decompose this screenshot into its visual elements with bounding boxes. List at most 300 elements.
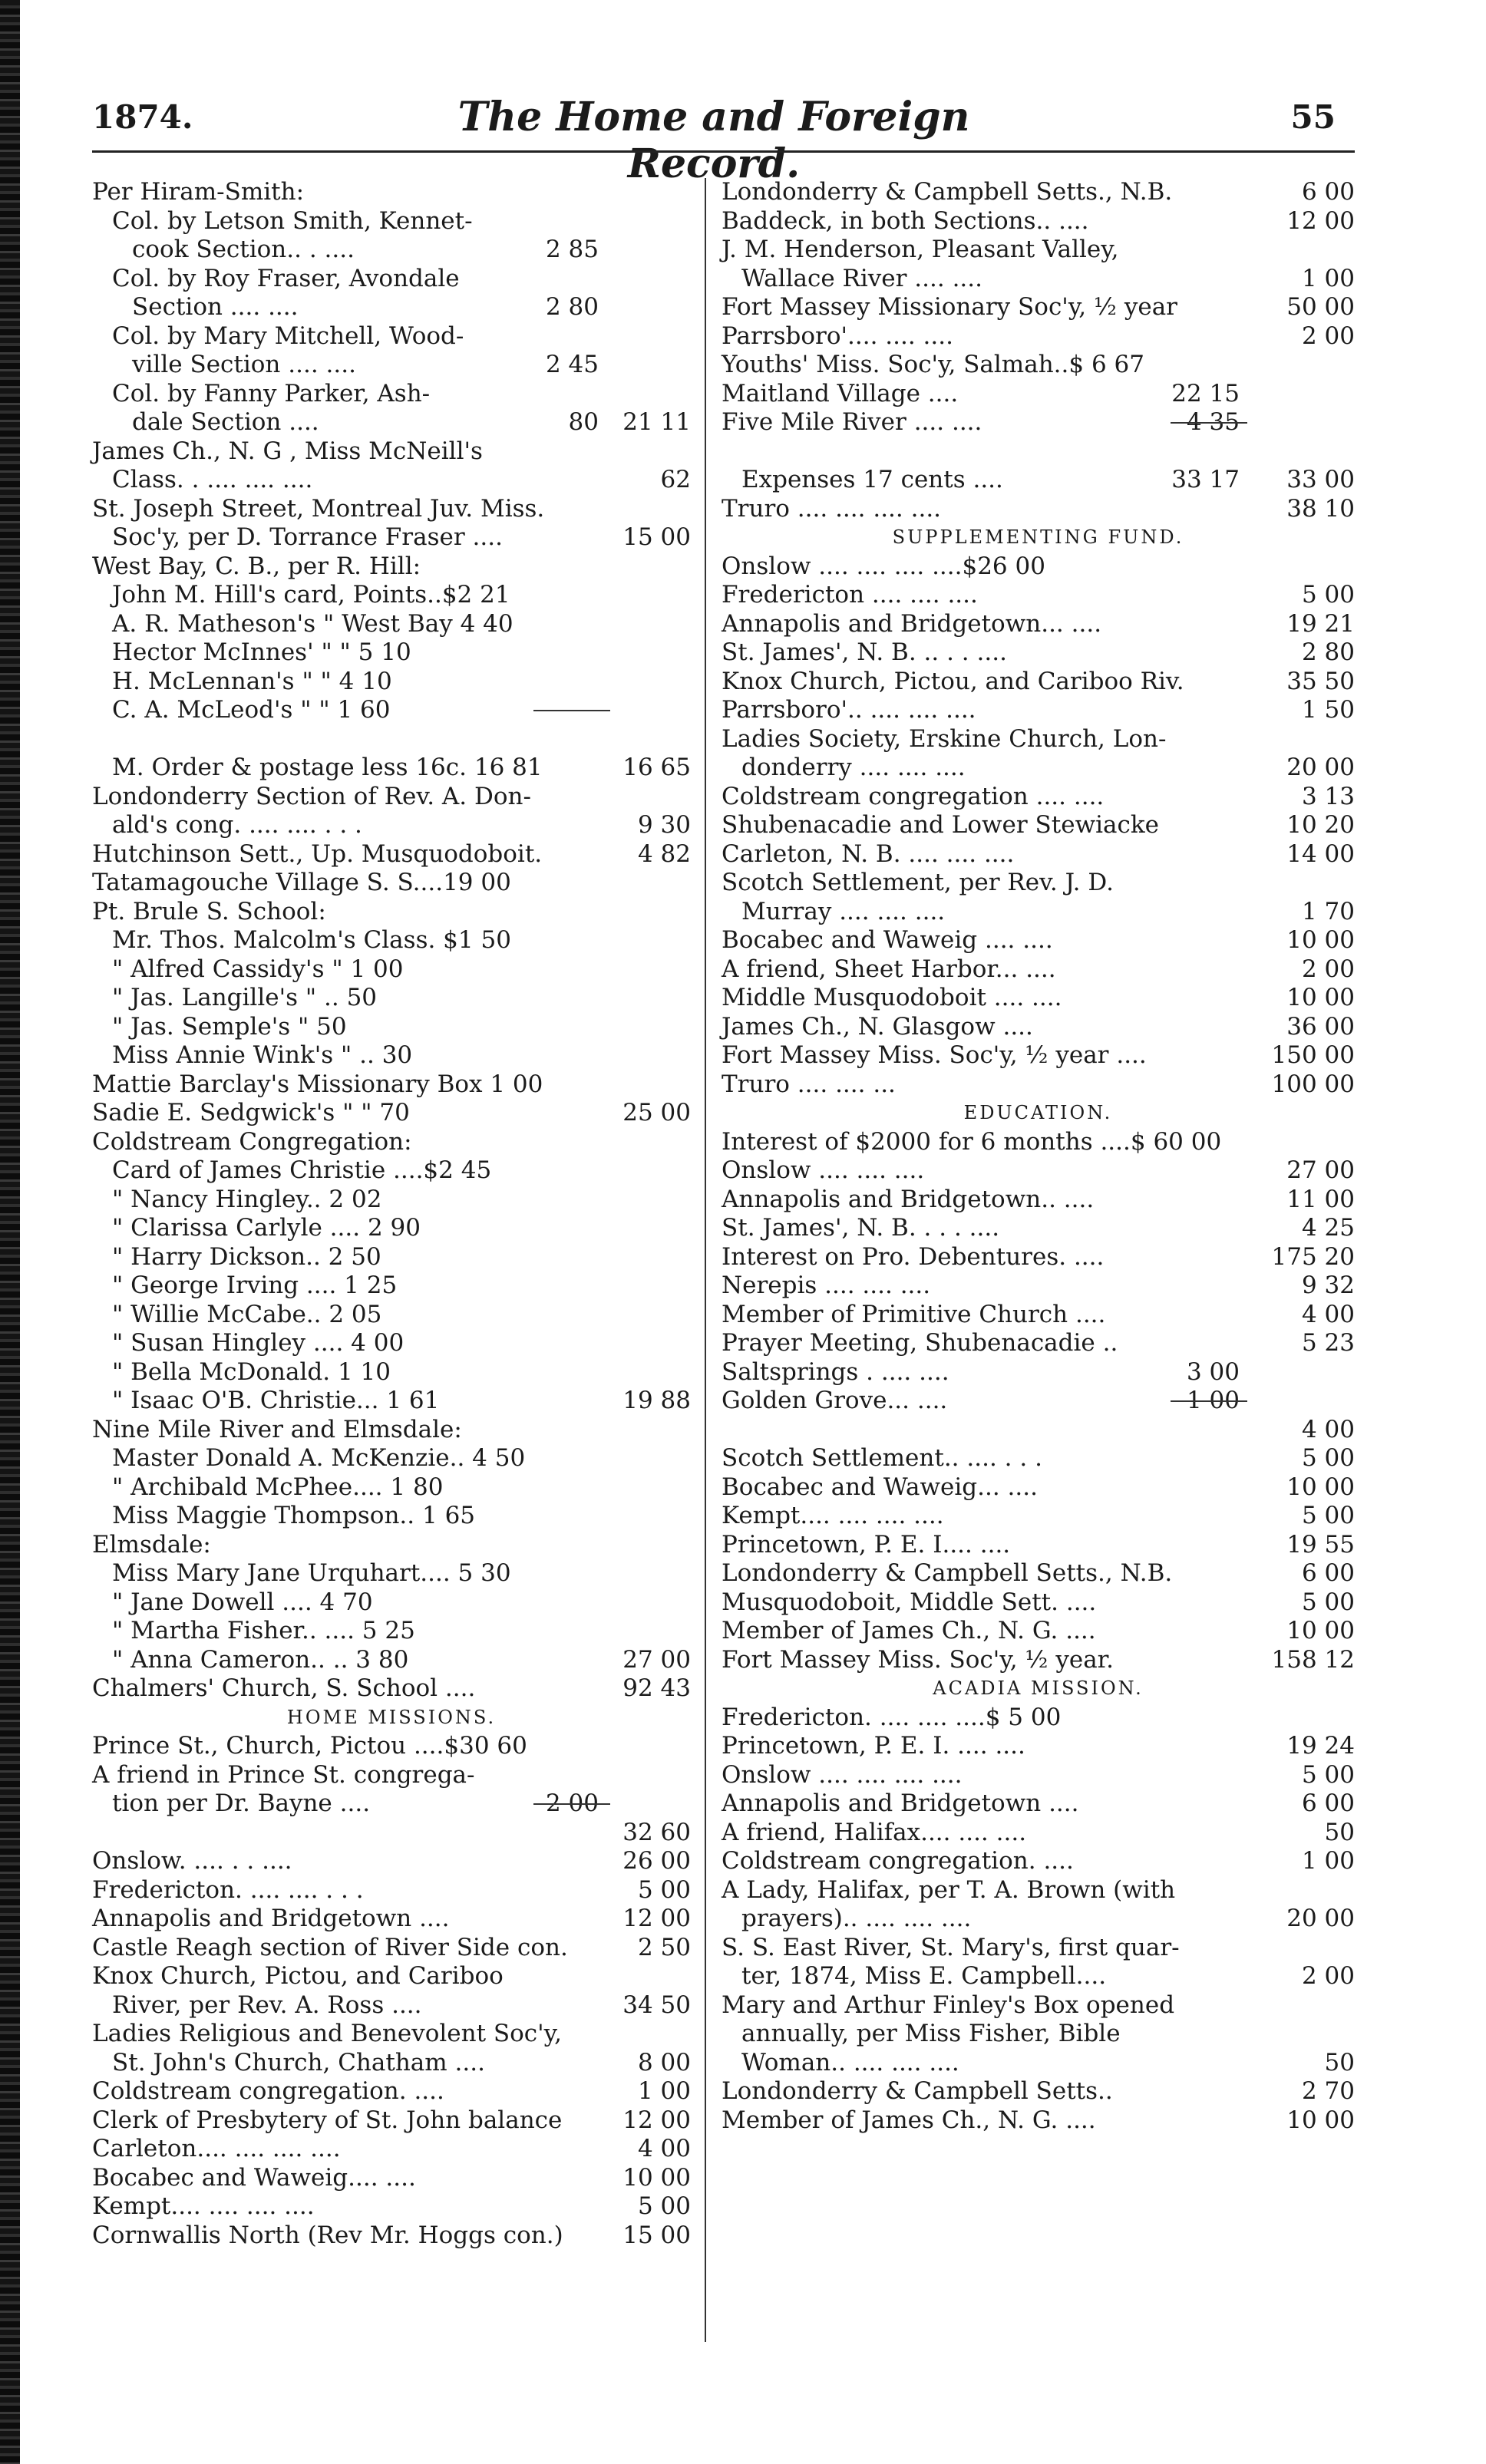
ledger-row <box>722 207 1355 236</box>
ledger-row <box>92 725 691 754</box>
ledger-row <box>92 1070 691 1100</box>
entry-text: ter, 1874, Miss E. Campbell.... <box>741 1962 1107 1990</box>
ledger-row <box>92 553 691 582</box>
ledger-row <box>92 1876 691 1905</box>
entry-text: Parrsboro'.... .... .... <box>722 322 953 350</box>
entry-text: ville Section .... .... <box>132 351 356 378</box>
section-heading-text: HOME MISSIONS. <box>286 1706 497 1728</box>
entry-text: Parrsboro'.. .... .... .... <box>722 696 976 724</box>
ledger-row <box>722 553 1355 582</box>
total-amount: 2 00 <box>1301 955 1355 983</box>
entry-text: Kempt.... .... .... .... <box>92 2192 315 2220</box>
ledger-row <box>722 1531 1355 1560</box>
entry-text: Londonderry & Campbell Setts.. <box>722 2077 1113 2105</box>
ledger-row <box>722 1272 1355 1301</box>
total-amount: 32 60 <box>622 1818 691 1846</box>
entry-text: ald's cong. .... .... . . . <box>112 811 362 839</box>
subtotal-amount: 2 80 <box>545 293 599 321</box>
total-amount: 15 00 <box>622 523 691 551</box>
entry-text: Annapolis and Bridgetown... .... <box>722 609 1102 638</box>
entry-text: Clerk of Presbytery of St. John balance <box>92 2106 563 2134</box>
ledger-row <box>722 754 1355 783</box>
entry-text: Nine Mile River and Elmsdale: <box>92 1415 462 1443</box>
total-amount: 19 21 <box>1286 609 1355 638</box>
total-amount: 92 43 <box>622 1674 691 1702</box>
entry-text: James Ch., N. G , Miss McNeill's <box>92 437 483 465</box>
entry-text: Chalmers' Church, S. School .... <box>92 1674 476 1702</box>
entry-text: tion per Dr. Bayne .... <box>112 1789 371 1817</box>
ledger-row <box>92 2077 691 2106</box>
ledger-row <box>722 1041 1355 1070</box>
ledger-row <box>722 1991 1355 2020</box>
entry-text: Prayer Meeting, Shubenacadie .. <box>722 1329 1118 1357</box>
total-amount: 10 20 <box>1286 811 1355 839</box>
header-year: 1874. <box>92 98 193 136</box>
entry-text: Miss Annie Wink's " .. 30 <box>112 1041 413 1069</box>
entry-text: Prince St., Church, Pictou ....$30 60 <box>92 1732 527 1760</box>
entry-text: Master Donald A. McKenzie.. 4 50 <box>112 1444 526 1472</box>
entry-text: Fredericton .... .... .... <box>722 581 978 609</box>
ledger-row <box>722 351 1355 380</box>
ledger-row <box>92 1099 691 1128</box>
ledger-row <box>92 1531 691 1560</box>
entry-text: " Susan Hingley .... 4 00 <box>112 1329 405 1357</box>
entry-text: " Nancy Hingley.. 2 02 <box>112 1185 382 1213</box>
entry-text: Onslow. .... . . .... <box>92 1847 292 1875</box>
total-amount: 50 00 <box>1286 293 1355 321</box>
total-amount: 150 00 <box>1271 1041 1355 1069</box>
entry-text: J. M. Henderson, Pleasant Valley, <box>722 236 1119 263</box>
ledger-row <box>92 293 691 322</box>
ledger-row <box>722 725 1355 754</box>
entry-text: Truro .... .... .... .... <box>722 494 942 523</box>
ledger-row <box>722 1761 1355 1790</box>
entry-text: Annapolis and Bridgetown .... <box>722 1789 1079 1817</box>
ledger-row <box>722 1876 1355 1905</box>
ledger-row <box>722 1559 1355 1588</box>
ledger-row <box>92 1243 691 1272</box>
total-amount: 6 00 <box>1301 1789 1355 1817</box>
ledger-row <box>92 2049 691 2078</box>
ledger-row <box>722 1962 1355 1991</box>
entry-text: " Jane Dowell .... 4 70 <box>112 1588 373 1616</box>
total-amount: 19 55 <box>1286 1530 1355 1559</box>
ledger-row <box>92 1674 691 1704</box>
ledger-row <box>722 1243 1355 1272</box>
total-amount: 35 50 <box>1286 667 1355 695</box>
total-amount: 10 00 <box>1286 1617 1355 1644</box>
entry-text: Princetown, P. E. I.... .... <box>722 1530 1011 1559</box>
ledger-row <box>722 1819 1355 1848</box>
ledger-row <box>92 1502 691 1531</box>
entry-text: Fredericton. .... .... . . . <box>92 1875 364 1904</box>
subtotal-amount: 2 00 <box>545 1789 599 1817</box>
entry-text: Soc'y, per D. Torrance Fraser .... <box>112 523 503 551</box>
entry-text: Col. by Letson Smith, Kennet- <box>112 206 473 235</box>
ledger-row <box>722 2077 1355 2106</box>
total-amount: 5 00 <box>1301 1760 1355 1789</box>
ledger-row <box>722 1646 1355 1675</box>
ledger-row <box>92 1473 691 1502</box>
total-amount: 100 00 <box>1271 1070 1355 1098</box>
total-amount: 2 70 <box>1301 2077 1355 2105</box>
entry-text: Londonderry & Campbell Setts., N.B. <box>722 178 1173 206</box>
ledger-row <box>722 1013 1355 1042</box>
entry-text: Onslow .... .... .... <box>722 1156 925 1184</box>
ledger-row <box>722 322 1355 351</box>
entry-text: Fort Massey Miss. Soc'y, ½ year .... <box>722 1041 1147 1069</box>
ledger-row <box>92 1819 691 1848</box>
entry-text: Scotch Settlement.. .... . . . <box>722 1444 1042 1472</box>
entry-text: Elmsdale: <box>92 1530 211 1559</box>
ledger-row <box>92 1962 691 1991</box>
entry-text: A. R. Matheson's " West Bay 4 40 <box>112 609 513 638</box>
entry-text: St. John's Church, Chatham .... <box>112 2048 485 2076</box>
entry-text: Onslow .... .... .... ....$26 00 <box>722 552 1045 580</box>
entry-text: Saltsprings . .... .... <box>722 1357 949 1386</box>
entry-text: " Willie McCabe.. 2 05 <box>112 1300 382 1328</box>
entry-text: " Anna Cameron.. .. 3 80 <box>112 1645 409 1674</box>
entry-text: H. McLennan's " " 4 10 <box>112 667 392 695</box>
subtotal-amount: 22 15 <box>1171 379 1240 407</box>
ledger-row <box>92 351 691 380</box>
total-amount: 4 00 <box>1301 1300 1355 1328</box>
total-amount: 158 12 <box>1271 1645 1355 1674</box>
ledger-row <box>722 1732 1355 1761</box>
ledger-row <box>92 1301 691 1330</box>
entry-text: Wallace River .... .... <box>741 264 982 292</box>
total-amount: 9 30 <box>637 811 691 839</box>
total-amount: 12 00 <box>622 2106 691 2134</box>
ledger-row <box>92 2222 691 2251</box>
ledger-row <box>92 207 691 236</box>
total-amount: 5 00 <box>1301 1502 1355 1529</box>
ledger-row <box>722 1214 1355 1243</box>
total-amount: 5 23 <box>1301 1329 1355 1357</box>
total-amount: 1 00 <box>1301 264 1355 292</box>
ledger-row <box>92 1358 691 1387</box>
section-heading <box>92 1704 691 1733</box>
ledger-row <box>92 638 691 668</box>
ledger-row <box>92 1329 691 1358</box>
total-amount: 2 80 <box>1301 638 1355 666</box>
ledger-row <box>722 2049 1355 2078</box>
entry-text: Col. by Mary Mitchell, Wood- <box>112 322 464 350</box>
total-amount: 3 13 <box>1301 782 1355 810</box>
subtotal-amount: 3 00 <box>1186 1357 1240 1386</box>
ledger-row <box>722 1789 1355 1819</box>
ledger-row <box>92 1991 691 2020</box>
total-amount: 16 65 <box>622 754 691 781</box>
total-amount: 4 00 <box>1301 1415 1355 1443</box>
total-amount: 20 00 <box>1286 754 1355 781</box>
entry-text: prayers).. .... .... .... <box>741 1905 972 1932</box>
entry-text: A Lady, Halifax, per T. A. Brown (with <box>722 1875 1176 1904</box>
entry-text: dale Section .... <box>132 408 319 436</box>
total-amount: 33 00 <box>1286 466 1355 493</box>
total-amount: 27 00 <box>1286 1156 1355 1184</box>
entry-text: Section .... .... <box>132 293 299 321</box>
ledger-row <box>722 437 1355 467</box>
section-heading-text: EDUCATION. <box>963 1102 1113 1123</box>
entry-text: Mary and Arthur Finley's Box opened <box>722 1991 1175 2019</box>
page-header <box>92 94 1336 187</box>
ledger-row <box>92 236 691 265</box>
ledger-row <box>722 926 1355 955</box>
entry-text: Miss Maggie Thompson.. 1 65 <box>112 1502 476 1529</box>
ledger-row <box>92 783 691 812</box>
ledger-row <box>92 926 691 955</box>
entry-text: A friend, Sheet Harbor... .... <box>722 955 1056 983</box>
section-heading <box>722 523 1355 553</box>
total-amount: 2 00 <box>1301 322 1355 350</box>
entry-text: Class. . .... .... .... <box>112 466 313 493</box>
total-amount: 19 88 <box>622 1387 691 1414</box>
entry-text: Knox Church, Pictou, and Cariboo <box>92 1962 504 1990</box>
entry-text: Hector McInnes' " " 5 10 <box>112 638 411 666</box>
ledger-row <box>722 869 1355 898</box>
entry-text: Bocabec and Waweig... .... <box>722 1473 1038 1501</box>
entry-text: Scotch Settlement, per Rev. J. D. <box>722 869 1114 896</box>
section-heading-text: ACADIA MISSION. <box>933 1677 1144 1699</box>
total-amount: 6 00 <box>1301 178 1355 206</box>
binding-edge <box>0 0 20 2464</box>
entry-text: A friend, Halifax.... .... .... <box>722 1818 1027 1846</box>
total-amount: 62 <box>660 466 691 493</box>
ledger-row <box>722 811 1355 840</box>
subtotal-amount: 80 <box>568 408 599 436</box>
entry-text: " Harry Dickson.. 2 50 <box>112 1242 381 1271</box>
total-amount: 4 00 <box>637 2135 691 2162</box>
ledger-row <box>92 1156 691 1186</box>
entry-text: Carleton, N. B. .... .... .... <box>722 839 1015 868</box>
entry-text: Member of James Ch., N. G. .... <box>722 2106 1096 2134</box>
entry-text: Coldstream congregation .... .... <box>722 782 1105 810</box>
ledger-row <box>92 1416 691 1445</box>
entry-text: Bocabec and Waweig .... .... <box>722 926 1053 954</box>
entry-text: River, per Rev. A. Ross .... <box>112 1991 422 2019</box>
entry-text: St. James', N. B. .. . . .... <box>722 638 1007 666</box>
left-column <box>92 178 691 2342</box>
entry-text: Musquodoboit, Middle Sett. .... <box>722 1588 1097 1616</box>
entry-text: Pt. Brule S. School: <box>92 897 326 925</box>
entry-text: Miss Mary Jane Urquhart.... 5 30 <box>112 1559 511 1587</box>
ledger-row <box>92 523 691 553</box>
ledger-row <box>92 1617 691 1646</box>
total-amount: 25 00 <box>622 1099 691 1126</box>
entry-text: " Jas. Langille's " .. 50 <box>112 984 378 1011</box>
entry-text: Kempt.... .... .... .... <box>722 1502 944 1529</box>
entry-text: Member of Primitive Church .... <box>722 1300 1106 1328</box>
total-amount: 11 00 <box>1286 1185 1355 1213</box>
ledger-row <box>92 495 691 524</box>
total-amount: 1 50 <box>1301 696 1355 724</box>
ledger-row <box>92 1041 691 1070</box>
total-amount: 1 00 <box>1301 1847 1355 1875</box>
ledger-row <box>92 2135 691 2164</box>
total-amount: 10 00 <box>1286 926 1355 954</box>
ledger-row <box>722 984 1355 1013</box>
entry-text: Golden Grove... .... <box>722 1387 948 1414</box>
entry-text: Card of James Christie ....$2 45 <box>112 1156 492 1184</box>
total-amount: 50 <box>1324 2048 1355 2076</box>
entry-text: " Alfred Cassidy's " 1 00 <box>112 955 404 983</box>
entry-text: Londonderry Section of Rev. A. Don- <box>92 782 531 810</box>
ledger-row <box>722 1301 1355 1330</box>
entry-text: S. S. East River, St. Mary's, first quar- <box>722 1933 1180 1961</box>
entry-text: " Martha Fisher.. .... 5 25 <box>112 1617 415 1644</box>
ledger-row <box>722 610 1355 639</box>
total-amount: 21 11 <box>622 408 691 436</box>
ledger-row <box>722 696 1355 725</box>
ledger-row <box>722 1502 1355 1531</box>
entry-text: Coldstream Congregation: <box>92 1127 412 1156</box>
ledger-row <box>722 1387 1355 1416</box>
ledger-row <box>92 696 691 725</box>
ledger-row <box>92 754 691 783</box>
ledger-row <box>722 840 1355 869</box>
ledger-row <box>722 1329 1355 1358</box>
ledger-row <box>92 581 691 610</box>
entry-text: Cornwallis North (Rev Mr. Hoggs con.) <box>92 2221 563 2249</box>
ledger-row <box>722 783 1355 812</box>
total-amount: 15 00 <box>622 2221 691 2249</box>
ledger-row <box>92 265 691 294</box>
ledger-row <box>92 1214 691 1243</box>
right-column <box>722 178 1355 2342</box>
entry-text: Hutchinson Sett., Up. Musquodoboit. <box>92 839 543 868</box>
total-amount: 10 00 <box>1286 2106 1355 2134</box>
ledger-row <box>722 668 1355 697</box>
header-rule <box>92 150 1355 153</box>
ledger-row <box>92 1128 691 1157</box>
entry-text: Fort Massey Miss. Soc'y, ½ year. <box>722 1645 1114 1674</box>
total-amount: 2 00 <box>1301 1962 1355 1990</box>
entry-text: Castle Reagh section of River Side con. <box>92 1933 568 1961</box>
entry-text: " Clarissa Carlyle .... 2 90 <box>112 1214 421 1242</box>
entry-text: Woman.. .... .... .... <box>741 2048 959 2076</box>
entry-text: John M. Hill's card, Points..$2 21 <box>112 581 510 609</box>
ledger-row <box>92 1934 691 1963</box>
total-amount: 5 00 <box>1301 1444 1355 1472</box>
section-heading <box>722 1674 1355 1704</box>
ledger-row <box>92 668 691 697</box>
ledger-row <box>92 869 691 898</box>
entry-text: Sadie E. Sedgwick's " " 70 <box>92 1099 410 1126</box>
total-amount: 10 00 <box>622 2163 691 2192</box>
ledger-row <box>92 811 691 840</box>
entry-text: Coldstream congregation. .... <box>722 1847 1074 1875</box>
ledger-row <box>722 265 1355 294</box>
entry-text: Tatamagouche Village S. S....19 00 <box>92 869 511 896</box>
subtotal-amount: 2 85 <box>545 236 599 263</box>
entry-text: James Ch., N. Glasgow .... <box>722 1012 1033 1041</box>
entry-text: St. James', N. B. . . . .... <box>722 1214 1000 1242</box>
ledger-row <box>722 408 1355 437</box>
entry-text: Coldstream congregation. .... <box>92 2077 444 2105</box>
ledger-row <box>92 984 691 1013</box>
ledger-row <box>722 1934 1355 1963</box>
total-amount: 34 50 <box>622 1991 691 2019</box>
entry-text: Interest on Pro. Debentures. .... <box>722 1242 1105 1271</box>
section-heading <box>722 1099 1355 1128</box>
ledger-row <box>722 955 1355 985</box>
total-amount: 38 10 <box>1286 494 1355 523</box>
entry-text: Mr. Thos. Malcolm's Class. $1 50 <box>112 926 511 954</box>
entry-text: Member of James Ch., N. G. .... <box>722 1617 1096 1644</box>
entry-text: Murray .... .... .... <box>741 897 946 925</box>
entry-text: A friend in Prince St. congrega- <box>92 1760 475 1789</box>
ledger-row <box>722 1847 1355 1876</box>
total-amount: 26 00 <box>622 1847 691 1875</box>
total-amount: 2 50 <box>637 1933 691 1961</box>
ledger-row <box>92 1186 691 1215</box>
entry-text: C. A. McLeod's " " 1 60 <box>112 696 391 724</box>
ledger-row <box>92 610 691 639</box>
ledger-row <box>722 1704 1355 1733</box>
ledger-row <box>722 638 1355 668</box>
total-amount: 20 00 <box>1286 1905 1355 1932</box>
entry-text: Onslow .... .... .... .... <box>722 1760 963 1789</box>
ledger-row <box>722 178 1355 207</box>
total-amount: 5 00 <box>1301 1588 1355 1616</box>
total-amount: 5 00 <box>637 1875 691 1904</box>
ledger-row <box>722 466 1355 495</box>
subtotal-amount: 4 35 <box>1186 408 1240 436</box>
ledger-row <box>92 1732 691 1761</box>
page-number: 55 <box>1290 98 1336 136</box>
ledger-row <box>722 1358 1355 1387</box>
ledger-row <box>722 380 1355 409</box>
ledger-row <box>92 2106 691 2136</box>
total-amount: 10 00 <box>1286 984 1355 1011</box>
total-amount: 1 00 <box>637 2077 691 2105</box>
total-amount: 14 00 <box>1286 839 1355 868</box>
ledger-row <box>92 380 691 409</box>
ledger-row <box>722 495 1355 524</box>
entry-text: Per Hiram-Smith: <box>92 178 305 206</box>
ledger-row <box>722 1416 1355 1445</box>
entry-text: Ladies Religious and Benevolent Soc'y, <box>92 2020 562 2047</box>
entry-text: Maitland Village .... <box>722 379 959 407</box>
subtotal-amount: 1 00 <box>1186 1387 1240 1414</box>
entry-text: " Archibald McPhee.... 1 80 <box>112 1473 444 1501</box>
entry-text: " Bella McDonald. 1 10 <box>112 1357 391 1386</box>
ledger-row <box>92 1761 691 1790</box>
ledger-row <box>92 840 691 869</box>
entry-text: Fredericton. .... .... ....$ 5 00 <box>722 1703 1062 1731</box>
ledger-row <box>722 293 1355 322</box>
entry-text: Nerepis .... .... .... <box>722 1272 931 1299</box>
entry-text: M. Order & postage less 16c. 16 81 <box>112 754 543 781</box>
entry-text: West Bay, C. B., per R. Hill: <box>92 552 421 580</box>
ledger-row <box>92 1387 691 1416</box>
ledger-row <box>722 2020 1355 2049</box>
entry-text: Ladies Society, Erskine Church, Lon- <box>722 724 1167 753</box>
entry-text: annually, per Miss Fisher, Bible <box>741 2020 1121 2047</box>
entry-text: Carleton.... .... .... .... <box>92 2135 341 2162</box>
ledger-row <box>92 1588 691 1618</box>
total-amount: 9 32 <box>1301 1272 1355 1299</box>
ledger-row <box>722 1905 1355 1934</box>
ledger-row <box>92 1272 691 1301</box>
entry-text: Interest of $2000 for 6 months ....$ 60 00 <box>722 1127 1222 1156</box>
total-amount: 5 00 <box>1301 581 1355 609</box>
total-amount: 27 00 <box>622 1645 691 1674</box>
entry-text: cook Section.. . .... <box>132 236 355 263</box>
ledger-row <box>92 1559 691 1588</box>
entry-text: Londonderry & Campbell Setts., N.B. <box>722 1559 1173 1587</box>
